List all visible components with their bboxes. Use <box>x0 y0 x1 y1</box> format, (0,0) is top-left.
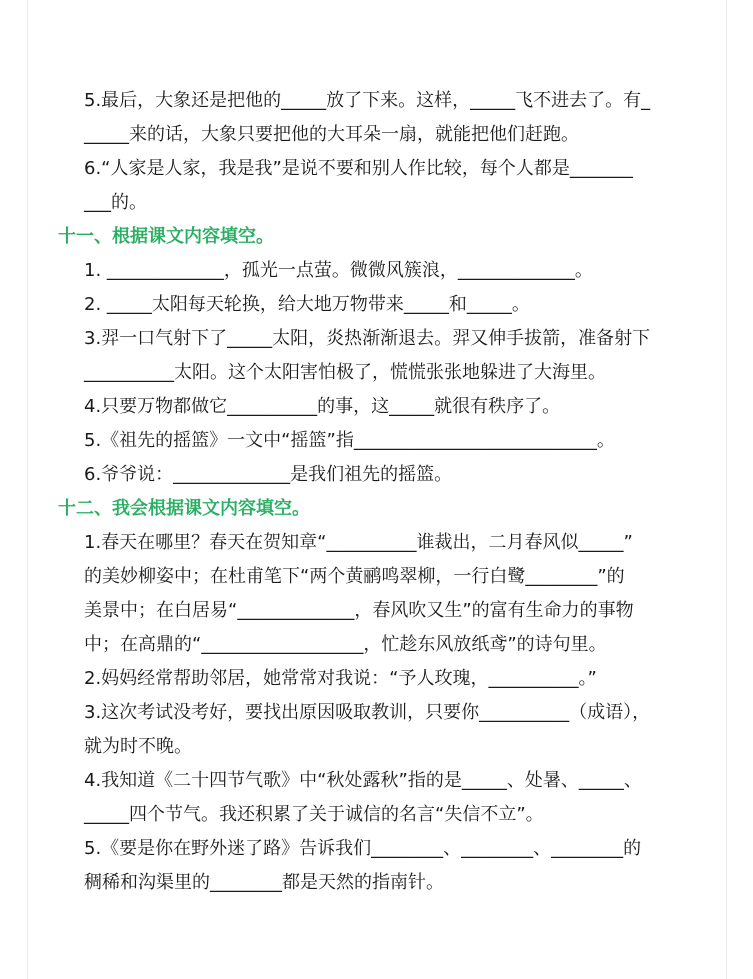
text-line: 4.只要万物都做它__________的事，这_____就很有秩序了。 <box>84 396 561 417</box>
page-border-left <box>27 0 28 979</box>
section-heading-11: 十一、根据课文内容填空。 <box>58 226 274 247</box>
text-line: 4.我知道《二十四节气歌》中“秋处露秋”指的是_____、处暑、_____、 <box>84 770 642 791</box>
text-line: 5.《祖先的摇篮》一文中“摇篮”指___________________________。 <box>84 430 615 451</box>
text-line: 1.春天在哪里？春天在贺知章“__________谁裁出，二月春风似_____” <box>84 532 633 553</box>
text-line: 3.这次考试没考好，要找出原因吸取教训，只要你__________（成语）， <box>84 702 651 723</box>
text-line: _____来的话，大象只要把他的大耳朵一扇，就能把他们赶跑。 <box>84 124 579 145</box>
text-line: 美景中；在白居易“_____________，春风吹又生”的富有生命力的事物 <box>84 600 634 621</box>
text-line: 就为时不晚。 <box>84 736 192 757</box>
text-line: 2. _____太阳每天轮换，给大地万物带来_____和_____。 <box>84 294 530 315</box>
text-line: 5.《要是你在野外迷了路》告诉我们________、________、________的 <box>84 838 642 859</box>
section-heading-12: 十二、我会根据课文内容填空。 <box>58 498 310 519</box>
text-line: 2.妈妈经常帮助邻居，她常常对我说：“予人玫瑰，__________。” <box>84 668 597 689</box>
text-line: 1. _____________，孤光一点萤。微微风簇浪，_____________。 <box>84 260 593 281</box>
text-line: 6.“人家是人家，我是我”是说不要和别人作比较，每个人都是_______ <box>84 158 633 179</box>
text-line: __________太阳。这个太阳害怕极了，慌慌张张地躲进了大海里。 <box>84 362 606 383</box>
text-line: _____四个节气。我还积累了关于诚信的名言“失信不立”。 <box>84 804 544 825</box>
worksheet-content <box>58 84 698 900</box>
text-line: 5.最后，大象还是把他的_____放了下来。这样，_____飞不进去了。有_ <box>84 90 651 111</box>
text-line: ___的。 <box>84 192 147 213</box>
page-border-right <box>726 0 727 979</box>
text-line: 稠稀和沟渠里的________都是天然的指南针。 <box>84 872 444 893</box>
text-line: 中；在高鼎的“__________________，忙趁东风放纸鸢”的诗句里。 <box>84 634 607 655</box>
text-line: 3.羿一口气射下了_____太阳，炎热渐渐退去。羿又伸手拔箭，准备射下 <box>84 328 651 349</box>
text-line: 的美妙柳姿中；在杜甫笔下“两个黄鹂鸣翠柳，一行白鹭________”的 <box>84 566 625 587</box>
text-line: 6.爷爷说：_____________是我们祖先的摇篮。 <box>84 464 453 485</box>
